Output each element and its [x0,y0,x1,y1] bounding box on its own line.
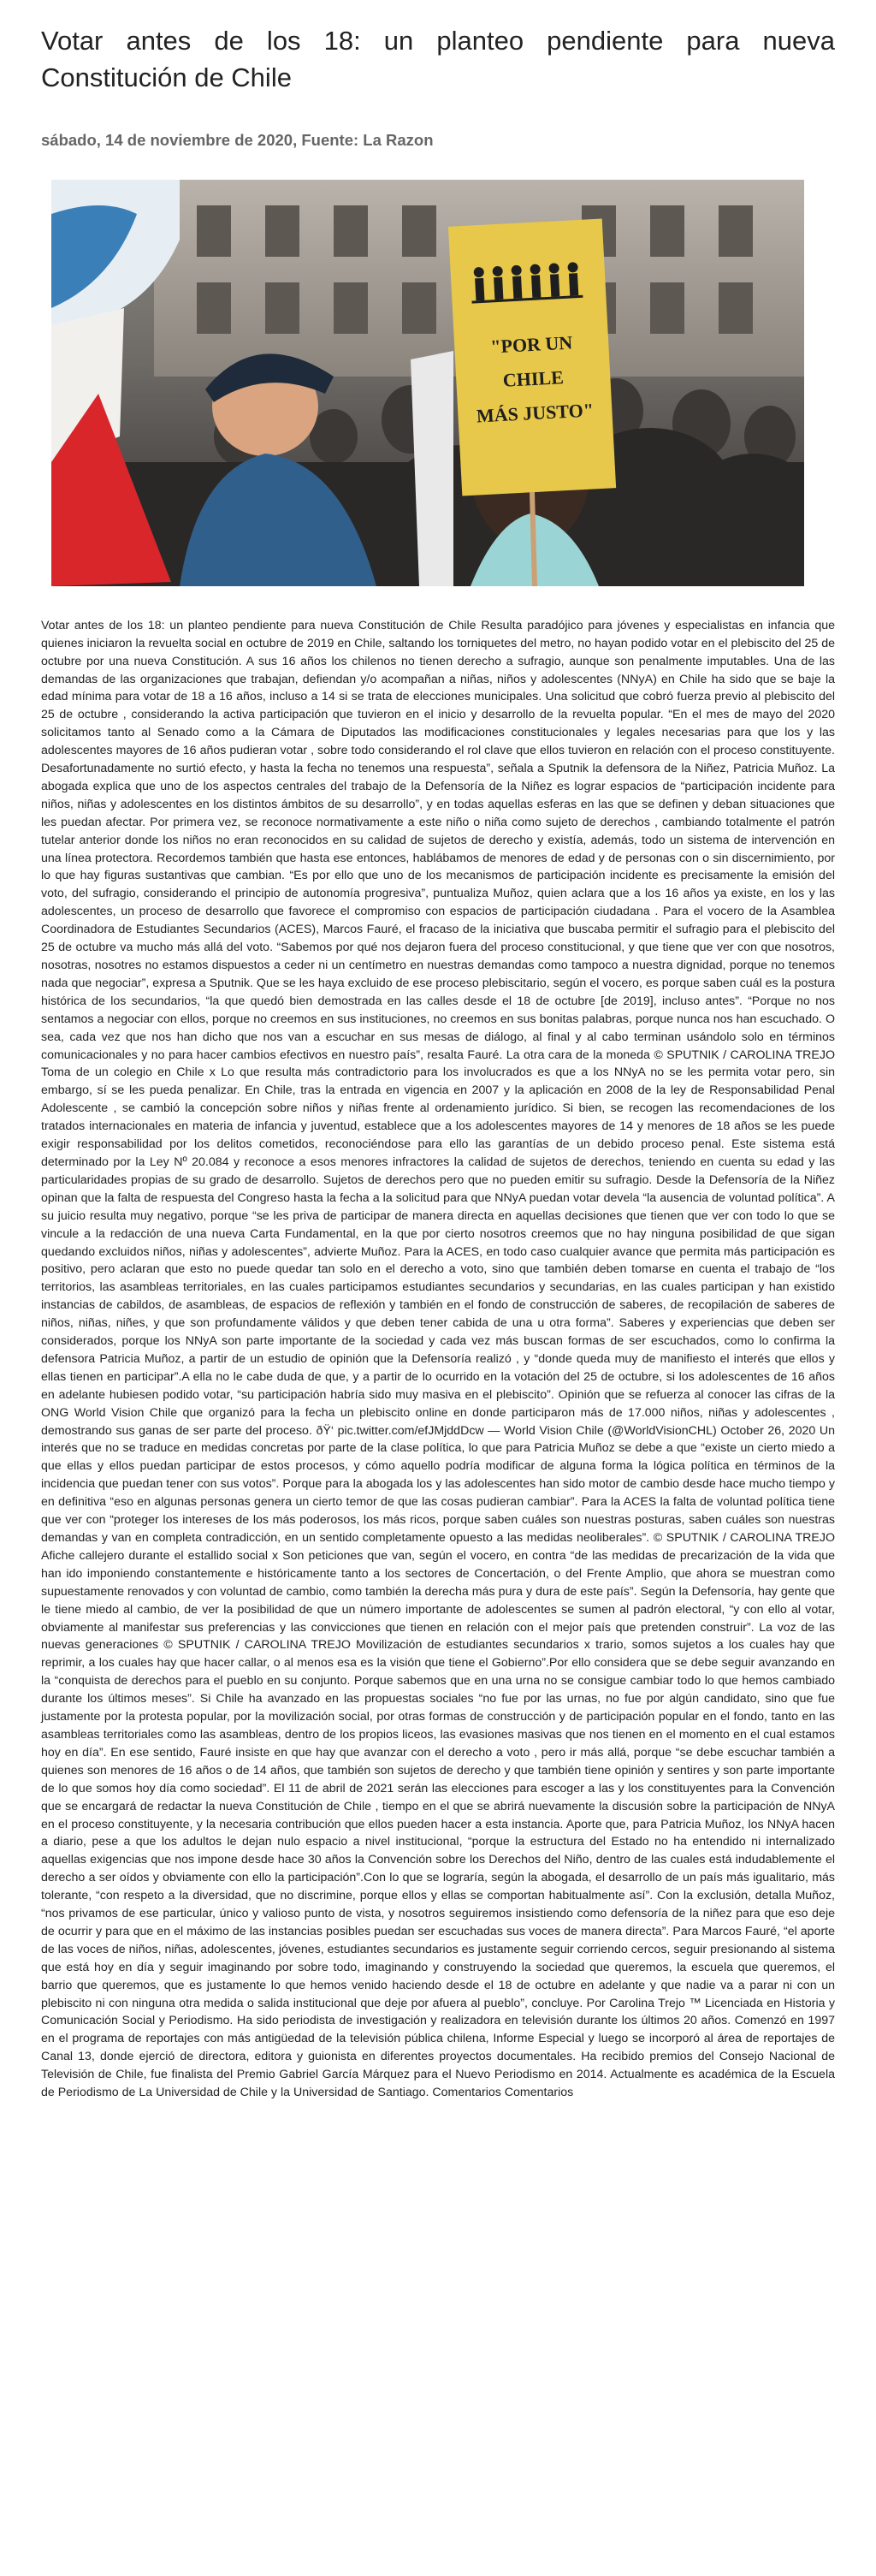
article-body: Votar antes de los 18: un planteo pendiente para nueva Constitución de Chile Resulta paradójico para jóvenes y especialistas en infancia que quienes iniciaron la revuelta social en octubre de 2019 en Chile, saltando los torniquetes del metro, no hayan podido votar en el plebiscito del 25 de octubre por una nueva Constitución. A sus 16 años los chilenos no tienen derecho a sufragio, aunque son penalmente imputables. Una de las demandas de las organizaciones que trabajan, defiendan y/o acompañan a niñas, niños y adolescentes (NNyA) en Chile ha sido que se baje la edad mínima para votar de 18 a 16 años, incluso a 14 si se trata de elecciones municipales. Una solicitud que cobró fuerza previo al plebiscito del 25 de octubre , considerando la activa participación que tuvieron en el inicio y desarrollo de la revuelta popular. “En el mes de mayo del 2020 solicitamos tanto al Senado como a la Cámara de Diputados las modificaciones constitucionales y legales necesarias para que los y las adolescentes mayores de 16 años pudieran votar , sobre todo considerando el rol clave que ellos tuvieron en relación con el proceso constituyente. Desafortunadamente no surtió efecto, y hasta la fecha no tenemos una respuesta”, señala a Sputnik la defensora de la Niñez, Patricia Muñoz. La abogada explica que uno de los aspectos centrales del trabajo de la Defensoría de la Niñez es lograr espacios de “participación incidente para niños, niñas y adolescentes en los distintos ámbitos de su desarrollo”, y en todas aquellas esferas en las que se definen y deban situaciones que les puedan afectar. Por primera vez, se reconoce normativamente a este niño o niña como sujeto de derechos , cambiando totalmente el patrón tutelar anterior donde los niños no eran reconocidos en su calidad de sujetos de derecho y existía, además, todo un sistema de intervención en una línea protectora. Recordemos también que hasta ese entonces, hablábamos de menores de edad y de personas con o sin discernimiento, por lo que hay figuras sustantivas que cambian. “Es por ello que uno de los mecanismos de participación incidente es precisamente la emisión del voto, del sufragio, considerando el principio de autonomía progresiva”, puntualiza Muñoz, quien aclara que a los 16 años ya existe, en los y las adolescentes, un proceso de desarrollo que favorece el compromiso con espacios de participación ciudadana . Para el vocero de la Asamblea Coordinadora de Estudiantes Secundarios (ACES), Marcos Fauré, el fracaso de la iniciativa que buscaba permitir el sufragio para el plebiscito del 25 de octubre va mucho más allá del voto. “Sabemos por qué nos dejaron fuera del proceso constitucional, y que tiene que ver con que nosotros, nosotras, nosotres no estamos dispuestos a ceder ni un centímetro en nuestras demandas como tampoco a nuestra dignidad, porque no tenemos nada que negociar”, expresa a Sputnik. Que se les haya excluido de ese proceso plebiscitario, según el vocero, es porque saben cuál es la postura histórica de los secundarios, “la que quedó bien demostrada en las calles desde el 18 de octubre [de 2019], incluso antes”. “Porque no nos sentamos a negociar con ellos, porque no creemos en sus instituciones, no creemos en sus bonitas palabras, porque nunca nos han escuchado. O sea, cada vez que nos han dicho que nos van a escuchar en sus mesas de diálogo, al final y al cabo terminan usándolo solo en términos comunicacionales y no para hacer cambios efectivos en nuestro país”, resalta Fauré. La otra cara de la moneda © SPUTNIK / CAROLINA TREJO Toma de un colegio en Chile x Lo que resulta más contradictorio para los involucrados es que a los NNyA no se les permita votar pero, sin embargo, sí se les pueda penalizar. En Chile, tras la entrada en vigencia en 2007 y la aplicación en 2008 de la ley de Responsabilidad Penal Adolescente , se cambió la concepción sobre niños y niñas frente al ordenamiento jurídico. Si bien, se recogen las recomendaciones de los tratados internacionales en materia de infancia y juventud, establece que a los adolescentes mayores de 14 y menores de 18 años se les puede exigir responsabilidad por los delitos cometidos, reconociéndose para ello las garantías de un debido proceso penal. Este sistema está determinado por la Ley Nº 20.084 y reconoce a esos menores infractores la calidad de sujetos de derechos, teniendo en cuenta su edad y las particularidades propias de su grado de desarrollo. Sujetos de derechos pero que no pueden emitir su sufragio. Desde la Defensoría de la Niñez opinan que la falta de respuesta del Congreso hasta la fecha a la solicitud para que NNyA puedan votar devela “la ausencia de voluntad política”. A su juicio resulta muy negativo, porque “se les priva de participar de manera directa en aquellas decisiones que tienen que ver con todo lo que se vincule a la redacción de una nueva Carta Fundamental, en la que por cierto nosotros creemos que no hay ninguna posibilidad de que sigan quedando excluidos niños, niñas y adolescentes”, advierte Muñoz. Para la ACES, en todo caso cualquier avance que permita más participación es positivo, pero aclaran que esto no puede quedar tan solo en el derecho a voto, sino que también deben tomarse en cuenta el trabajo de “los territorios, las asambleas territoriales, en las cuales participamos estudiantes secundarios y secundarias, en las cuales participan y han existido instancias de cabildos, de asambleas, de espacios de reflexión y también en el fondo de construcción de saberes, de recopilación de saberes de niños, niñas, niñes, y que son profundamente válidos y que deben tener cabida de una u otra forma”. Saberes y experiencias que deben ser considerados, porque los NNyA son parte importante de la sociedad y cada vez más buscan formas de ser escuchados, como lo confirma la defensora Patricia Muñoz, a partir de un estudio de opinión que la Defensoría realizó , y “donde queda muy de manifiesto el interés que ellos y ellas tienen en participar”.A ella no le cabe duda de que, y a partir de lo ocurrido en la votación del 25 de octubre, si los adolescentes de 16 años en adelante hubiesen podido votar, “su participación habría sido muy masiva en el plebiscito”. Opinión que se refuerza al conocer las cifras de la ONG World Vision Chile que organizó para la fecha un plebiscito online en donde participaron más de 17.000 niños, niñas y adolescentes , demostrando sus ganas de ser parte del proceso. ðŸ‘ pic.twitter.com/efJMjddDcw — World Vision Chile (@WorldVisionCHL) October 26, 2020 Un interés que no se traduce en medidas concretas por parte de la clase política, lo que para Patricia Muñoz se debe a que “existe un cierto miedo a que ellas y ellos puedan participar de estos procesos, y cómo aquello podría modificar de alguna forma la lógica política en términos de la incidencia que puedan tener con sus votos”. Porque para la abogada los y las adolescentes han sido motor de cambio desde hace mucho tiempo y en definitiva “eso en algunas personas genera un cierto temor de que las cosas pudieran cambiar”. Para la ACES la falta de voluntad política tiene que ver con “proteger los intereses de los más poderosos, los más ricos, porque saben cuáles son nuestras posturas, saben cuáles son nuestras demandas y van en completa contradicción, en un sentido completamente opuesto a las medidas neoliberales”. © SPUTNIK / CAROLINA TREJO Afiche callejero durante el estallido social x Son peticiones que van, según el vocero, en contra “de las medidas de precarización de la vida que han ido imponiendo constantemente e históricamente tanto a los sectores de Concertación, o del Frente Amplio, que ahora se muestran como supuestamente renovados y con voluntad de cambio, como también la derecha más pura y dura de este país”. Según la Defensoría, hay gente que le tiene miedo al cambio, de ver la posibilidad de que un número importante de adolescentes se sumen al padrón electoral, “y con ello al votar, obviamente al manifestar sus preferencias y las convicciones que tienen en relación con el mejor país que pretenden construir”. La voz de las nuevas generaciones © SPUTNIK / CAROLINA TREJO Movilización de estudiantes secundarios x trario, somos sujetos a los cuales hay que reprimir, a los cuales hay que hacer callar, o al menos esa es la visión que tiene el Gobierno”.Por ello considera que se debe seguir avanzando en la “conquista de derechos para el pueblo en su conjunto. Porque sabemos que en una urna no se consigue cambiar todo lo que hemos cambiado durante los últimos meses”. Si Chile ha avanzado en las propuestas sociales “no fue por las urnas, no fue por algún candidato, sino que fue justamente por la protesta popular, por la movilización social, por otras formas de construcción y de participación popular en el fondo, tanto en las asambleas territoriales como las asambleas, dentro de los propios liceos, las evasiones masivas que nos tienen en el momento en el cual estamos hoy en día”. En ese sentido, Fauré insiste en que hay que avanzar con el derecho a voto , pero ir más allá, porque “se debe escuchar también a quienes son menores de 16 años o de 14 años, que también son sujetos de derecho y que también tiene opinión y sentires y son parte importante de lo que somos hoy día como sociedad”. El 11 de abril de 2021 serán las elecciones para escoger a las y los constituyentes para la Convención que se encargará de redactar la nueva Constitución de Chile , tiempo en el que se abrirá nuevamente la discusión sobre la participación de NNyA en el proceso constituyente, y la necesaria contribución que ellos pueden hacer a esta instancia. Aporte que, para Patricia Muñoz, los NNyA hacen a diario, pese a que los adultos le dejan nulo espacio a nivel institucional, “porque la estructura del Estado no ha entendido ni internalizado aquellas exigencias que nos impone desde hace 30 años la Convención sobre los Derechos del Niño, dentro de las cuales está indudablemente el derecho a ser oídos y obviamente con ello la participación”.Con lo que se lograría, según la abogada, el desarrollo de un país más igualitario, más tolerante, “con respeto a la diversidad, que no discrimine, porque ellos y ellas se comportan habitualmente así”. Con la exclusión, detalla Muñoz, “nos privamos de ese particular, único y valioso punto de vista, y nosotros seguiremos insistiendo como defensoría de la niñez para que eso deje de ocurrir y para que en el máximo de las instancias posibles puedan ser escuchadas sus voces de manera directa”. Para Marcos Fauré, “el aporte de las voces de niños, niñas, adolescentes, jóvenes, estudiantes secundarios es justamente seguir corriendo cercos, seguir presionando al sistema que está hoy en día y seguir imaginando por sobre todo, imaginando y construyendo la sociedad que queremos, la escuela que queremos, el barrio que queremos, que es justamente lo que hemos venido haciendo desde el 18 de octubre en adelante y que nadie va a parar ni con un plebiscito ni con ninguna otra medida o salida institucional que deje por afuera al pueblo”, concluye. Por Carolina Trejo ™ Licenciada en Historia y Comunicación Social y Periodismo. Ha sido periodista de investigación y realizadora en televisión durante los últimos 20 años. Comenzó en 1997 en el programa de reportajes con más antigüedad de la televisión pública chilena, Informe Especial y luego se incorporó al área de reportajes de Canal 13, donde ejerció de directora, editora y guionista en diferentes proyectos documentales. Ha recibido premios del Consejo Nacional de Televisión de Chile, fue finalista del Premio Gabriel García Márquez para el Nuevo Periodismo en 2014. Actualmente es académica de la Escuela de Periodismo de La Universidad de Chile y la Universidad de Santiago. Comentarios Comentarios [41,618,835,2100]
article-title: Votar antes de los 18: un planteo pendiente para nueva Constitución de Chile [41,26,835,93]
sign-line-2: CHILE [502,365,565,391]
sign-line-1: "POR UN [489,331,573,358]
sign-line-3: MÁS JUSTO" [476,399,595,427]
article-photo [51,180,804,586]
article-meta: sábado, 14 de noviembre de 2020, Fuente: La Razon [41,130,434,149]
